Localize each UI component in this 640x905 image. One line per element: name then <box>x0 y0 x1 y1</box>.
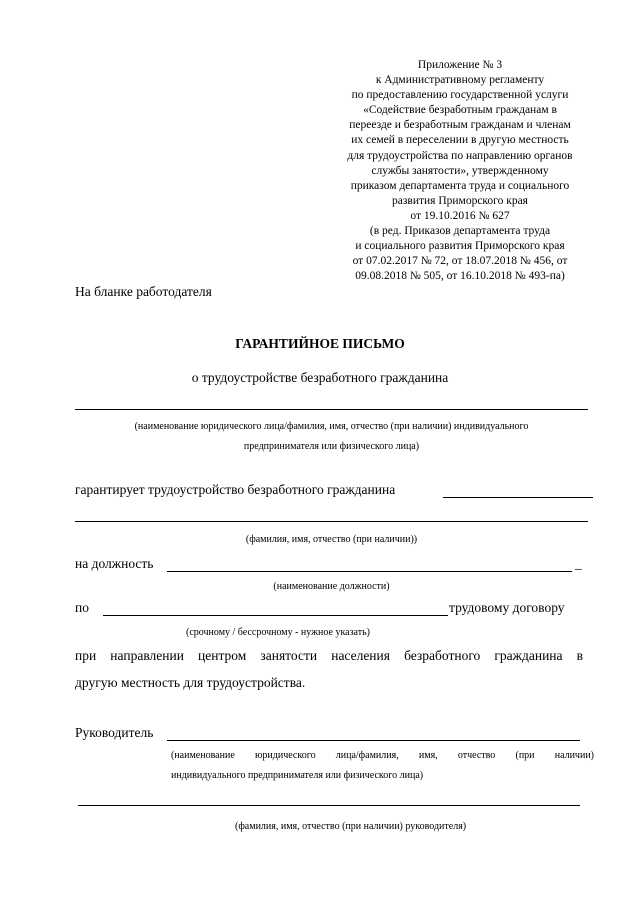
document-subtitle: о трудоустройстве безработного гражданина <box>191 370 449 385</box>
appendix-line: от 19.10.2016 № 627 <box>410 209 510 222</box>
appendix-line: 09.08.2018 № 505, от 16.10.2018 № 493-па) <box>355 270 565 283</box>
manager-label: Руководитель <box>75 725 154 740</box>
appendix-line: и социального развития Приморского края <box>355 240 565 253</box>
appendix-line: от 07.02.2017 № 72, от 18.07.2018 № 456, от <box>352 255 568 268</box>
appendix-line: к Административному регламенту <box>375 74 545 87</box>
position-label: на должность <box>75 556 154 571</box>
contract-prefix: по <box>75 600 89 615</box>
appendix-line: Приложение № 3 <box>417 59 503 71</box>
contract-hint: (срочному / бессрочному - нужное указать) <box>186 627 370 638</box>
document-title: ГАРАНТИЙНОЕ ПИСЬМО <box>235 336 405 351</box>
employer-name-hint-2: предпринимателя или физического лица) <box>243 441 420 452</box>
manager-name-hint: (фамилия, имя, отчество (при наличии) руководителя) <box>235 821 467 832</box>
appendix-line: для трудоустройства по направлению органов <box>347 149 573 162</box>
employer-name-hint: (наименование юридического лица/фамилия, имя, отчество (при наличии) индивидуального <box>134 421 529 432</box>
appendix-line: приказом департамента труда и социального <box>350 179 570 192</box>
employer-name-line[interactable] <box>75 409 588 410</box>
appendix-line: (в ред. Приказов департамента труда <box>369 225 551 238</box>
position-tail: _ <box>575 556 582 571</box>
manager-org-line[interactable] <box>167 740 580 741</box>
appendix-header <box>310 58 610 284</box>
appendix-line: их семей в переселении в другую местность <box>351 134 569 147</box>
citizen-short-line[interactable] <box>443 497 593 498</box>
referral-line-1: при направлении центром занятости населения безработного гражданина в <box>75 648 583 663</box>
position-hint: (наименование должности) <box>273 581 390 592</box>
contract-suffix: трудовому договору <box>449 600 565 615</box>
appendix-line: службы занятости», утвержденному <box>371 164 549 177</box>
letterhead-note: На бланке работодателя <box>75 284 212 299</box>
appendix-line: «Содействие безработным гражданам в <box>363 104 557 117</box>
citizen-name-line[interactable] <box>75 521 588 522</box>
citizen-name-hint: (фамилия, имя, отчество (при наличии)) <box>245 534 418 545</box>
manager-name-line[interactable] <box>78 805 580 806</box>
position-line[interactable] <box>167 571 572 572</box>
appendix-line: переезде и безработным гражданам и членам <box>349 119 571 132</box>
manager-org-hint: (наименование юридического лица/фамилия, имя, отчество (при наличии) <box>171 750 594 761</box>
referral-line-2: другую местность для трудоустройства. <box>75 675 306 690</box>
appendix-line: развития Приморского края <box>392 194 528 207</box>
appendix-line: по предоставлению государственной услуги <box>351 89 569 102</box>
guarantee-text: гарантирует трудоустройство безработного гражданина <box>75 482 396 497</box>
contract-type-line[interactable] <box>103 615 448 616</box>
manager-org-hint-2: индивидуального предпринимателя или физического лица) <box>171 770 424 781</box>
